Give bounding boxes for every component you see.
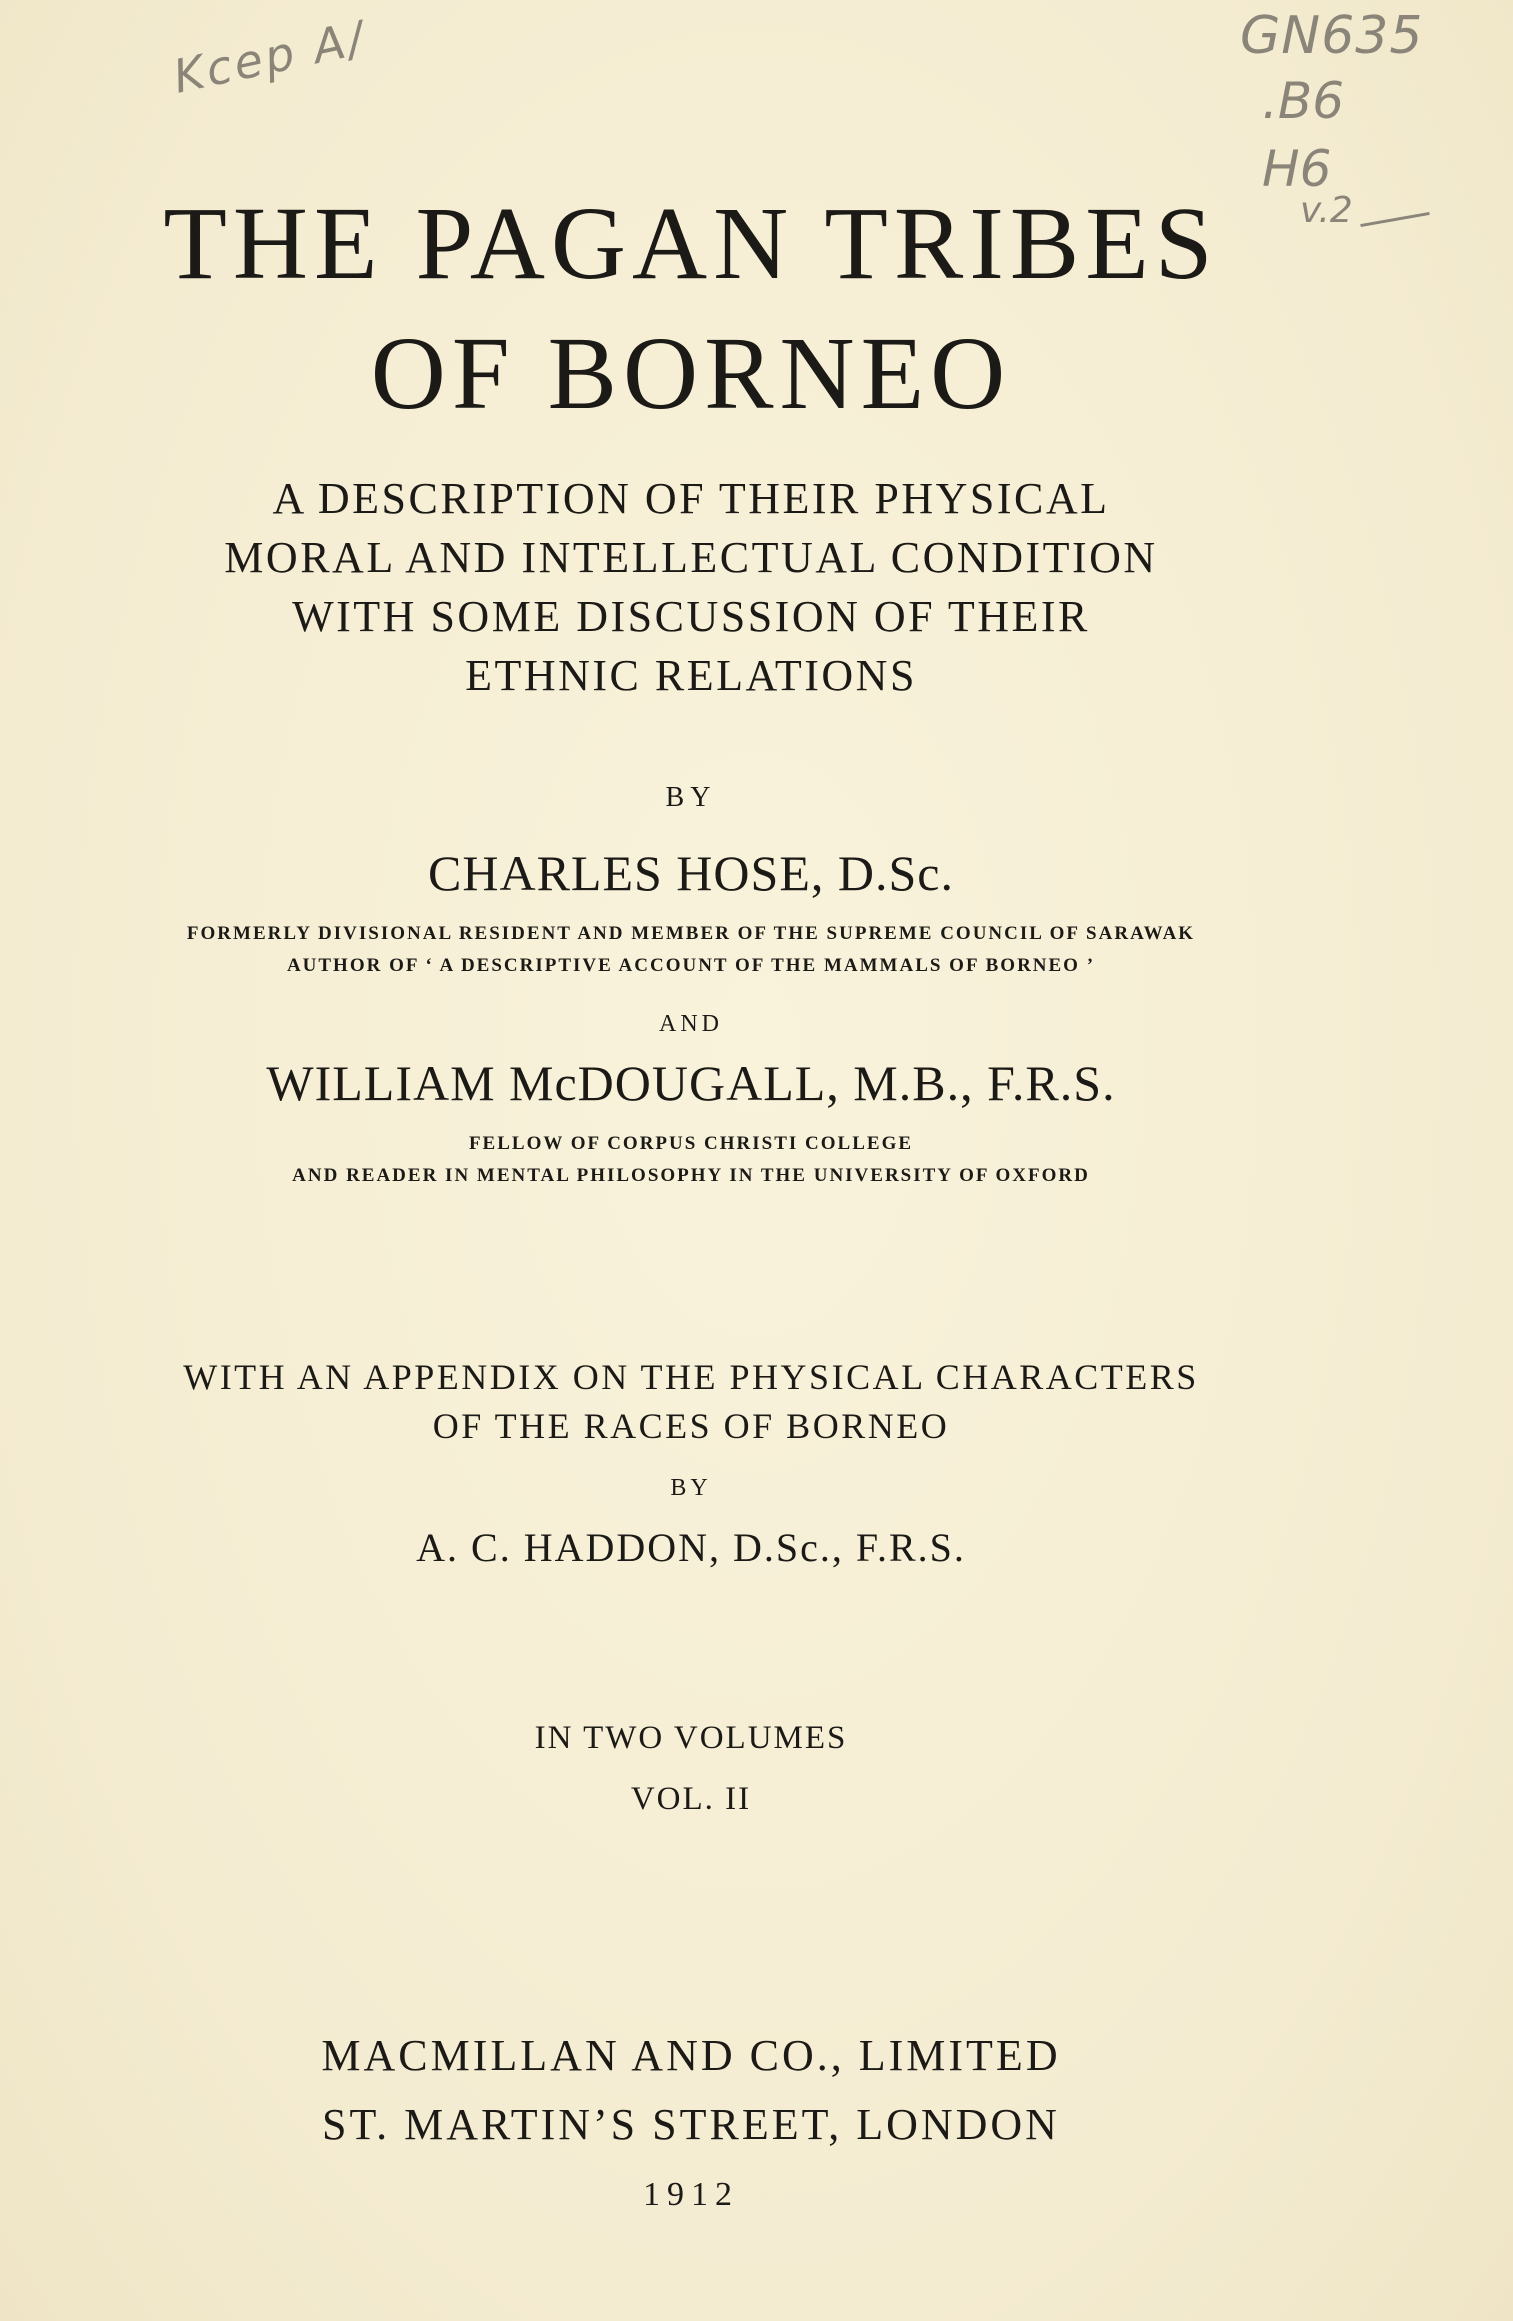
handwritten-note-top-left: Kcep A/ [168, 10, 372, 104]
author-1-name: CHARLES HOSE, D.Sc. [428, 845, 954, 901]
author-2-name: WILLIAM McDOUGALL, M.B., F.R.S. [266, 1055, 1116, 1111]
appendix-author: A. C. HADDON, D.Sc., F.R.S. [416, 1525, 966, 1570]
appendix-line-2: OF THE RACES OF BORNEO [432, 1406, 950, 1446]
appendix-byline: BY [670, 1475, 712, 1501]
subtitle-line-2: MORAL AND INTELLECTUAL CONDITION [224, 533, 1158, 582]
call-number-line-3: H6 [1262, 140, 1332, 198]
publisher-address: ST. MARTIN’S STREET, LONDON [322, 2100, 1060, 2149]
author-2-credit-2: AND READER IN MENTAL PHILOSOPHY IN THE UNIVERSITY OF OXFORD [292, 1165, 1090, 1186]
publisher-name: MACMILLAN AND CO., LIMITED [321, 2031, 1061, 2080]
author-1-credit-2: AUTHOR OF ‘ A DESCRIPTIVE ACCOUNT OF THE MAMMALS OF BORNEO ’ [286, 955, 1096, 976]
conjunction-and: AND [659, 1011, 723, 1037]
subtitle-line-1: A DESCRIPTION OF THEIR PHYSICAL [272, 474, 1110, 523]
call-number-line-1: GN635 [1240, 6, 1424, 66]
volumes-line-1: IN TWO VOLUMES [534, 1720, 848, 1756]
subtitle-line-4: ETHNIC RELATIONS [465, 651, 917, 700]
byline: BY [665, 782, 717, 813]
subtitle-line-3: WITH SOME DISCUSSION OF THEIR [292, 592, 1090, 641]
volume-note: v.2 [1300, 190, 1353, 231]
volumes-line-2: VOL. II [630, 1781, 752, 1817]
appendix-line-1: WITH AN APPENDIX ON THE PHYSICAL CHARACTERS [183, 1357, 1199, 1397]
publication-year: 1912 [643, 2176, 739, 2213]
title-line-2: OF BORNEO [370, 316, 1012, 431]
author-1-credit-1: FORMERLY DIVISIONAL RESIDENT AND MEMBER OF THE SUPREME COUNCIL OF SARAWAK [186, 923, 1196, 944]
call-number-line-2: .B6 [1262, 72, 1345, 130]
title-line-1: THE PAGAN TRIBES [163, 186, 1219, 301]
author-2-credit-1: FELLOW OF CORPUS CHRISTI COLLEGE [468, 1133, 914, 1154]
